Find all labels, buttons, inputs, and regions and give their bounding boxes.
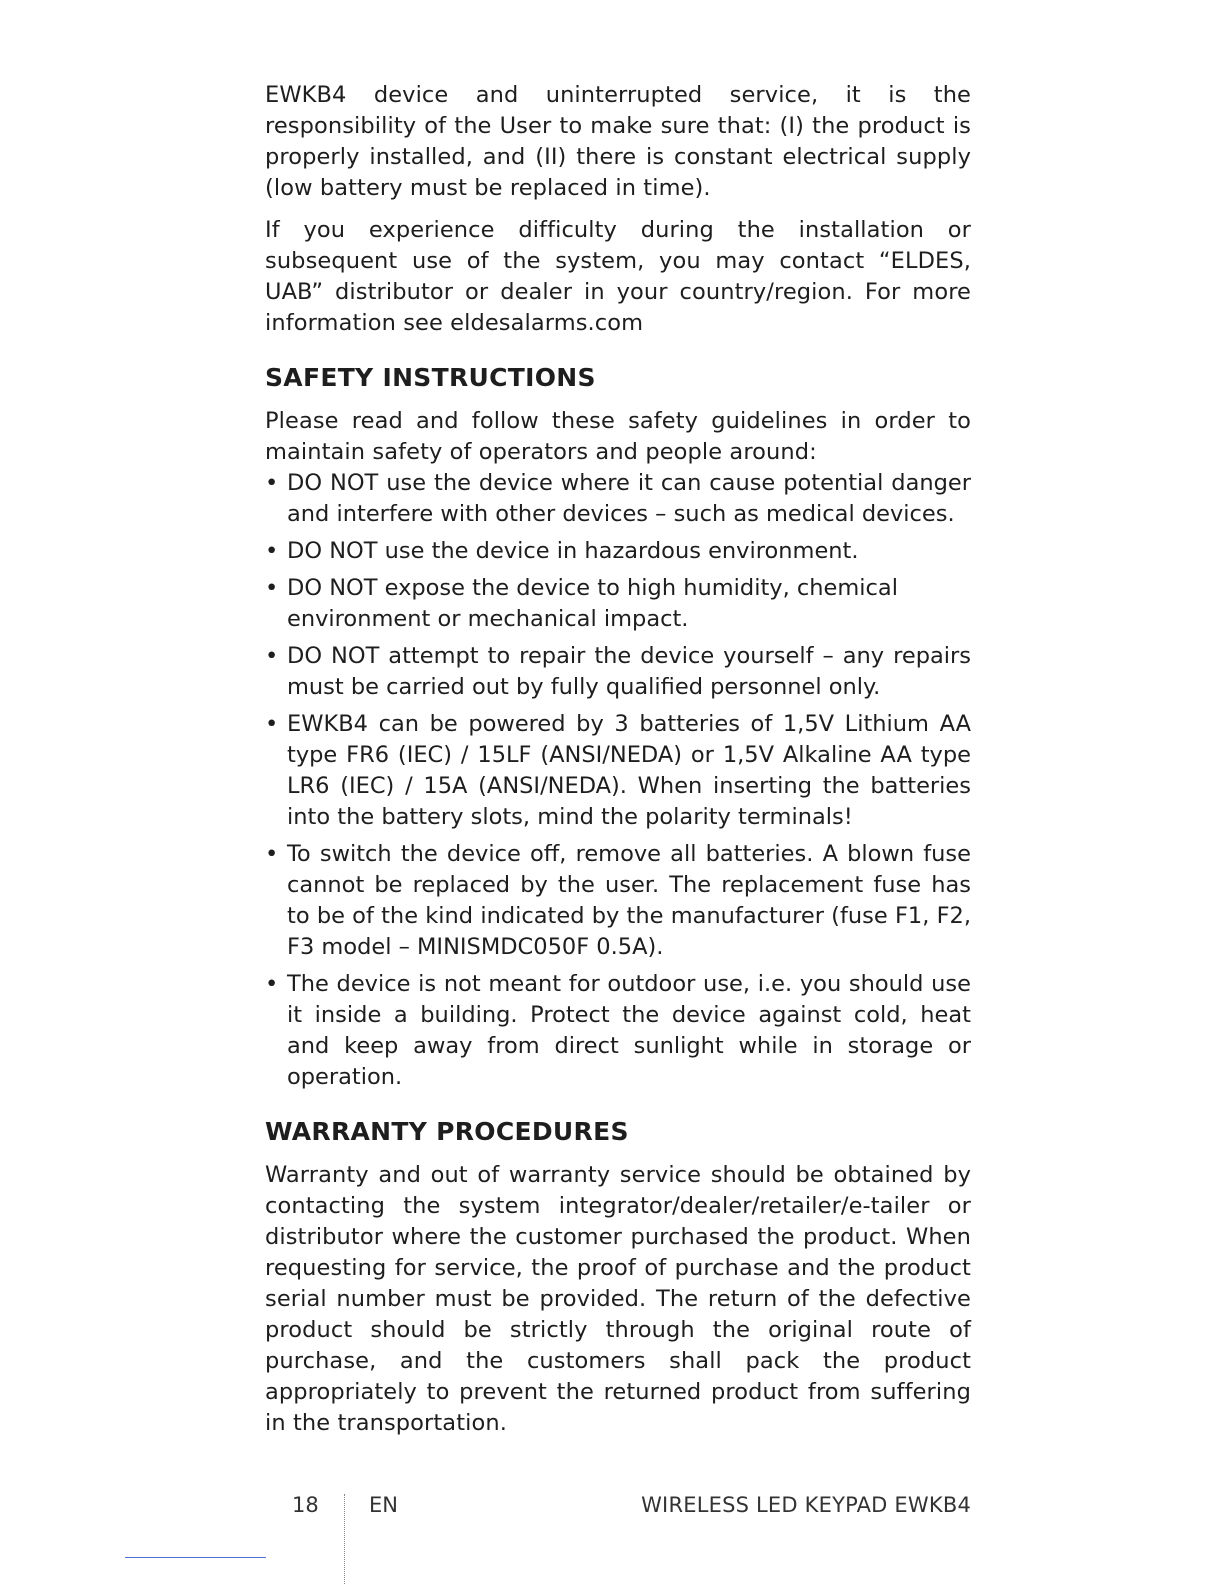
safety-intro: Please read and follow these safety guidelines in order to maintain safety of operators and people around:: [265, 408, 971, 465]
footer-divider: [344, 1494, 345, 1584]
document-title: WIRELESS LED KEYPAD EWKB4: [641, 1493, 971, 1517]
list-item-text: DO NOT expose the device to high humidity, chemical environment or mechanical impact.: [287, 575, 898, 632]
intro-paragraph-1: EWKB4 device and uninterrupted service, it is the responsibility of the User to make sure that: (I) the product is properly installed, and (II) there is constant electrical supply (low battery must be replaced in time).: [265, 82, 971, 201]
list-item-text: EWKB4 can be powered by 3 batteries of 1,5V Lithium AA type FR6 (IEC) / 15LF (ANSI/NEDA) or 1,5V Alkaline AA type LR6 (IEC) / 15A (ANSI/NEDA). When inserting the batteries into the battery slots, mind the polarity terminals!: [287, 711, 971, 830]
bullet-icon: •: [265, 643, 279, 669]
bullet-icon: •: [265, 971, 279, 997]
bullet-icon: •: [265, 575, 279, 601]
list-item: [265, 641, 971, 703]
intro-paragraph-2: If you experience difficulty during the installation or subsequent use of the system, you may contact “ELDES, UAB” distributor or dealer in your country/region. For more information see eldesalarms.com: [265, 217, 971, 336]
list-item-text: To switch the device off, remove all batteries. A blown fuse cannot be replaced by the user. The replacement fuse has to be of the kind indicated by the manufacturer (fuse F1, F2, F3 model – MINISMDC050F 0.5A).: [287, 841, 971, 960]
list-item: [265, 468, 971, 530]
list-item: [265, 709, 971, 833]
page-number: 18: [292, 1493, 319, 1517]
list-item: [265, 536, 971, 567]
page-content: [265, 80, 971, 1450]
page-footer: [0, 1490, 1224, 1530]
warranty-heading: WARRANTY PROCEDURES: [265, 1117, 629, 1146]
list-item-text: The device is not meant for outdoor use, i.e. you should use it inside a building. Protect the device against cold, heat and keep away from direct sunlight while in storage or operation.: [287, 971, 971, 1090]
list-item-text: DO NOT use the device in hazardous environment.: [287, 538, 859, 564]
list-item: [265, 969, 971, 1093]
bullet-icon: •: [265, 470, 279, 496]
warranty-paragraph: Warranty and out of warranty service should be obtained by contacting the system integrator/dealer/retailer/e-tailer or distributor where the customer purchased the product. When requesting for service, the proof of purchase and the product serial number must be provided. The return of the defective product should be strictly through the original route of purchase, and the customers shall pack the product appropriately to prevent the returned product from suffering in the transportation.: [265, 1162, 971, 1436]
bullet-icon: •: [265, 841, 279, 867]
list-item: [265, 839, 971, 963]
list-item: [265, 573, 971, 635]
bullet-icon: •: [265, 538, 279, 564]
list-item-text: DO NOT use the device where it can cause potential danger and interfere with other devices – such as medical devices.: [287, 470, 971, 527]
bullet-icon: •: [265, 711, 279, 737]
corner-rule: [125, 1557, 266, 1558]
list-item-text: DO NOT attempt to repair the device yourself – any repairs must be carried out by fully qualified personnel only.: [287, 643, 971, 700]
safety-heading: SAFETY INSTRUCTIONS: [265, 363, 596, 392]
safety-list: [265, 468, 971, 1093]
language-code: EN: [369, 1493, 398, 1517]
